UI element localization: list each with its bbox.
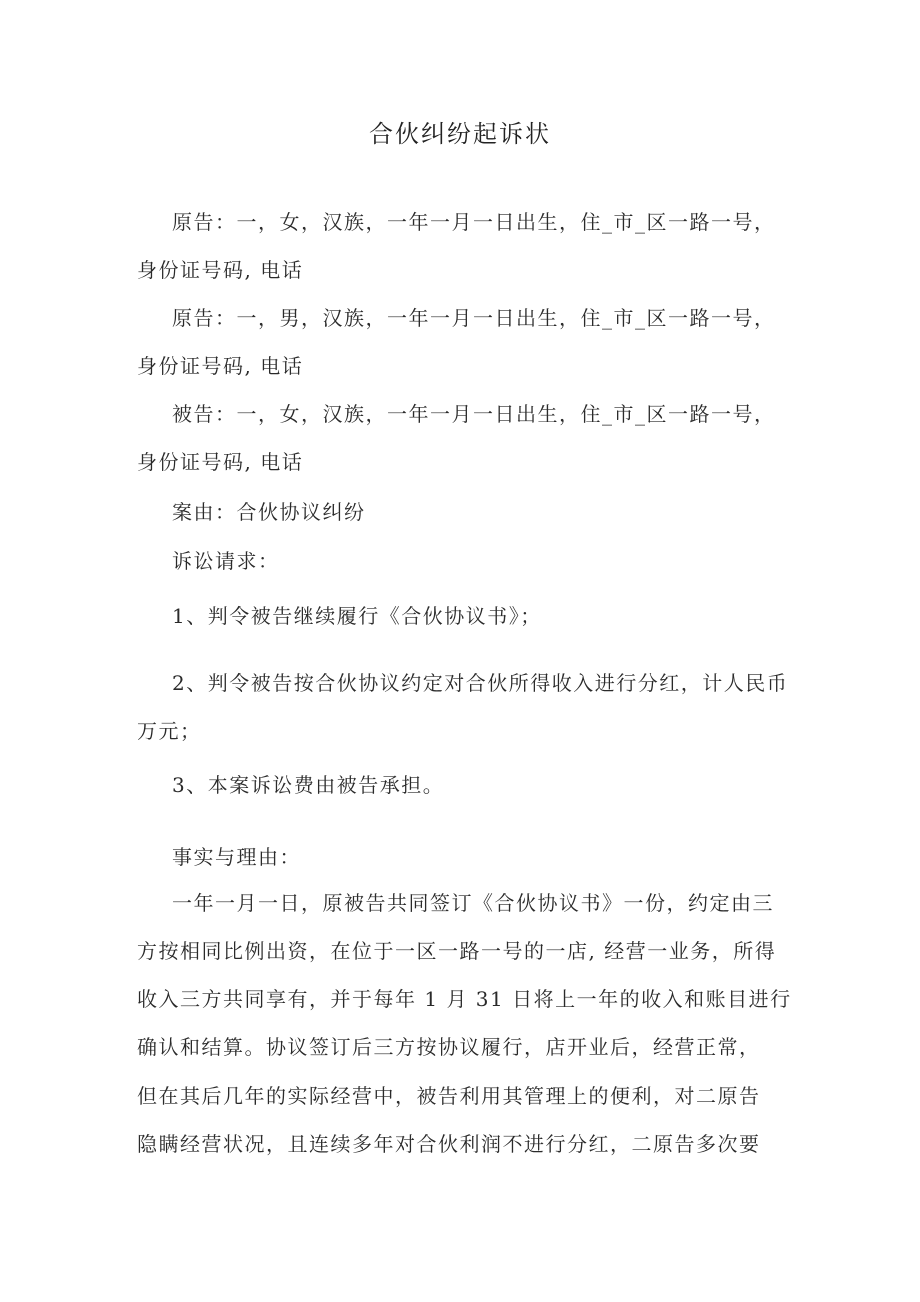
facts-heading: 事实与理由： bbox=[172, 845, 301, 869]
party-line: 身份证号码, 电话 bbox=[137, 354, 304, 378]
facts-line: 确认和结算。协议签订后三方按协议履行，店开业后，经营正常， bbox=[137, 1035, 761, 1059]
party-line: 身份证号码, 电话 bbox=[137, 450, 304, 474]
facts-line: 收入三方共同享有，并于每年 1 月 31 日将上一年的收入和账目进行 bbox=[137, 987, 792, 1011]
claim-item-continued: 万元； bbox=[137, 719, 202, 743]
party-line: 被告：一，女，汉族，一年一月一日出生，住_市_区一路一号， bbox=[172, 402, 776, 426]
party-line: 原告：一，男，汉族，一年一月一日出生，住_市_区一路一号， bbox=[172, 306, 776, 330]
claim-item: 1、判令被告继续履行《合伙协议书》； bbox=[172, 604, 542, 628]
facts-line: 一年一月一日，原被告共同签订《合伙协议书》一份，约定由三 bbox=[172, 891, 774, 915]
facts-line: 隐瞒经营状况，且连续多年对合伙利润不进行分红，二原告多次要 bbox=[137, 1132, 761, 1156]
cause-of-action: 案由：合伙协议纠纷 bbox=[172, 500, 366, 524]
claims-heading: 诉讼请求： bbox=[172, 549, 280, 573]
facts-line: 方按相同比例出资，在位于一区一路一号的一店, 经营一业务，所得 bbox=[137, 939, 777, 963]
party-line: 身份证号码, 电话 bbox=[137, 258, 304, 282]
facts-line: 但在其后几年的实际经营中，被告利用其管理上的便利，对二原告 bbox=[137, 1084, 761, 1108]
claim-item: 2、判令被告按合伙协议约定对合伙所得收入进行分红，计人民币 bbox=[172, 671, 789, 695]
document-title: 合伙纠纷起诉状 bbox=[369, 120, 551, 148]
party-line: 原告：一，女，汉族，一年一月一日出生，住_市_区一路一号， bbox=[172, 210, 776, 234]
claim-item: 3、本案诉讼费由被告承担。 bbox=[172, 773, 445, 797]
